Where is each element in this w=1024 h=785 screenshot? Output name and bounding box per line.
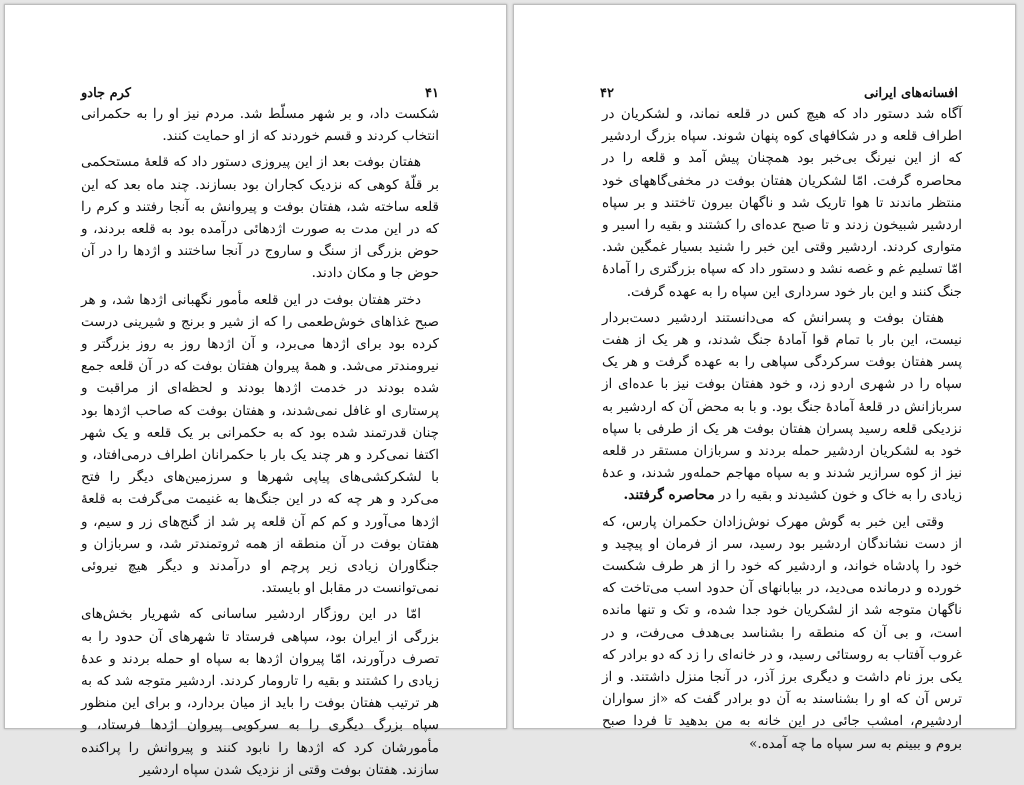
paragraph: شکست داد، و بر شهر مسلّط شد. مردم نیز او را به حکمرانی انتخاب کردند و قسم خوردند که از او حمایت کنند. xyxy=(81,106,439,145)
running-title: کرم جادو xyxy=(81,86,132,101)
body-text xyxy=(81,103,439,785)
paragraph: دختر هفتان بوفت در این قلعه مأمور نگهبانی اژدها شد، و هر صبح غذاهای خوش‌طعمی را که از شیر و برنج و شیرینی درست کرده بود برای اژدها می‌برد، و آن اژدها روز به روز بزرگتر و نیرومندتر می‌شد. و همهٔ پیروان هفتان بوفت که در آن قلعه جمع شده بودند در خدمت اژدها بودند و لحظه‌ای از مراقبت و پرستاری او غافل نمی‌شدند، و هفتان بوفت که صاحب اژدها بود چنان قدرتمند شده بود که به حکمرانی بر یک قلعه و یک شهر اکتفا نمی‌کرد و هر چند یک بار با حکمرانان اطراف درمی‌افتاد، و با لشکرکشی‌های پیاپی شهرها و سرزمین‌های دیگر را فتح می‌کرد و هر چه که در این جنگ‌ها به غنیمت می‌گرفت به قلعهٔ اژدها می‌آورد و کم کم آن قلعه پر شد از گنج‌های زر و سیم، و هفتان بوفت در آن منطقه از همه ثروتمندتر شد، و سربازان و جنگاوران زیادی زیر پرچم او درآمدند و دیگر هیچ نیروئی نمی‌توانست در مقابل او بایستد. xyxy=(81,291,439,597)
body-text xyxy=(602,103,962,759)
paragraph: هفتان بوفت بعد از این پیروزی دستور داد که قلعهٔ مستحکمی بر قلّهٔ کوهی که نزدیک کجاران بود بسازند. چند ماه بعد که این قلعه ساخته شد، هفتان بوفت و پیروانش به آنجا رفتند و کرم را که در این مدت به صورت اژدهائی درآمده بود به قلعه بردند، و حوض بزرگی از سنگ و ساروج در آنجا ساختند و اژدها را در آن حوض جا و مکان دادند. xyxy=(81,154,439,282)
paragraph: امّا در این روزگار اردشیر ساسانی که شهریار بخش‌های بزرگی از ایران بود، سپاهی فرستاد تا شهرهای آن حدود را به تصرف درآورند، امّا پیروان اژدها به سپاه او حمله بردند و عدهٔ زیادی را کشتند و بقیه را تارومار کردند. اردشیر متوجه شد که به هر ترتیب هفتان بوفت را باید از میان بردارد، و برای این منظور سپاه بزرگ دیگری را به سرکوبی پیروان اژدها فرستاد، و مأمورشان کرد که اژدها را نابود کنند و پیروانش را پراکنده سازند. هفتان بوفت وقتی از نزدیک شدن سپاه اردشیر xyxy=(81,606,439,778)
bold-phrase: محاصره گرفتند. xyxy=(623,487,715,504)
paragraph: وقتی این خبر به گوش مهرک نوش‌زادان حکمران پارس، که از دست نشاندگان اردشیر بود رسید، سر از فرمان او پیچید و خود را پادشاه خواند، و اردشیر که خود را از هر طرف شکست خورده و درمانده می‌دید، در بیابانهای آن حدود اسب می‌تاخت که ناگهان متوجه شد از لشکریان خود جدا شده، و تک و تنها مانده است، و بی آن که منطقه را بشناسد بی‌هدف می‌رفت، و در غروب آفتاب به روستائی رسید، و در خانه‌ای را زد که دو برادر که یکی برز نام داشت و دیگری برز آذر، در آنجا منزل داشتند. و از ترس آن که او را بشناسند به آن دو برادر گفت که «از سواران اردشیرم، امشب جائی در این خانه به من بدهید تا فردا صبح بروم و ببینم به سر سپاه ما چه آمده.» xyxy=(602,513,962,752)
page-number: ۴۲ xyxy=(600,86,614,101)
paragraph: آگاه شد دستور داد که هیچ کس در قلعه نماند، و لشکریان در اطراف قلعه و در شکافهای کوه پنهان شوند. سپاه بزرگ اردشیر که از این نیرنگ بی‌خبر بود همچنان پیش آمد و قلعه را در محاصره گرفت. امّا لشکریان هفتان بوفت در مخفی‌گاههای خود منتظر ماندند تا هوا تاریک شد و ناگهان بیرون تاختند و بر سپاه اردشیر شبیخون زدند و تا صبح عده‌ای را کشتند و بقیه را اسیر و متواری کردند. اردشیر وقتی این خبر را شنید بسیار غمگین شد. امّا تسلیم غم و غصه نشد و دستور داد که سپاه بزرگتری را آمادهٔ جنگ کنند و این بار خود سرداری این سپاه را به عهده گرفت. xyxy=(602,106,962,300)
paragraph-text: هفتان بوفت و پسرانش که می‌دانستند اردشیر دست‌بردار نیست، این بار با تمام قوا آمادهٔ جنگ شدند، و هر یک از هفت پسر هفتان بوفت سرکردگی سپاهی را به عهده گرفت و هر یک سپاه را در شهری اردو زد، و خود هفتان بوفت نیز با عده‌ای از سربازانش در قلعهٔ آمادهٔ جنگ بود. و با به محض آن که اردشیر به نزدیکی قلعه رسید پسران هفتان بوفت هر یک از طرفی با سپاه خود به لشکریان اردشیر حمله بردند و سربازان مستقر در قلعه نیز از کوه سرازیر شدند و به سپاه مهاجم حمله‌ور شدند، و عدهٔ زیادی را به خاک و خون کشیدند و بقیه را در xyxy=(602,309,962,504)
paragraph xyxy=(602,307,962,507)
page-header xyxy=(600,77,958,101)
page-number: ۴۱ xyxy=(425,86,439,101)
running-title: افسانه‌های ایرانی xyxy=(864,86,958,101)
left-page xyxy=(4,4,507,778)
right-page xyxy=(513,4,1016,752)
page-header xyxy=(81,77,439,101)
